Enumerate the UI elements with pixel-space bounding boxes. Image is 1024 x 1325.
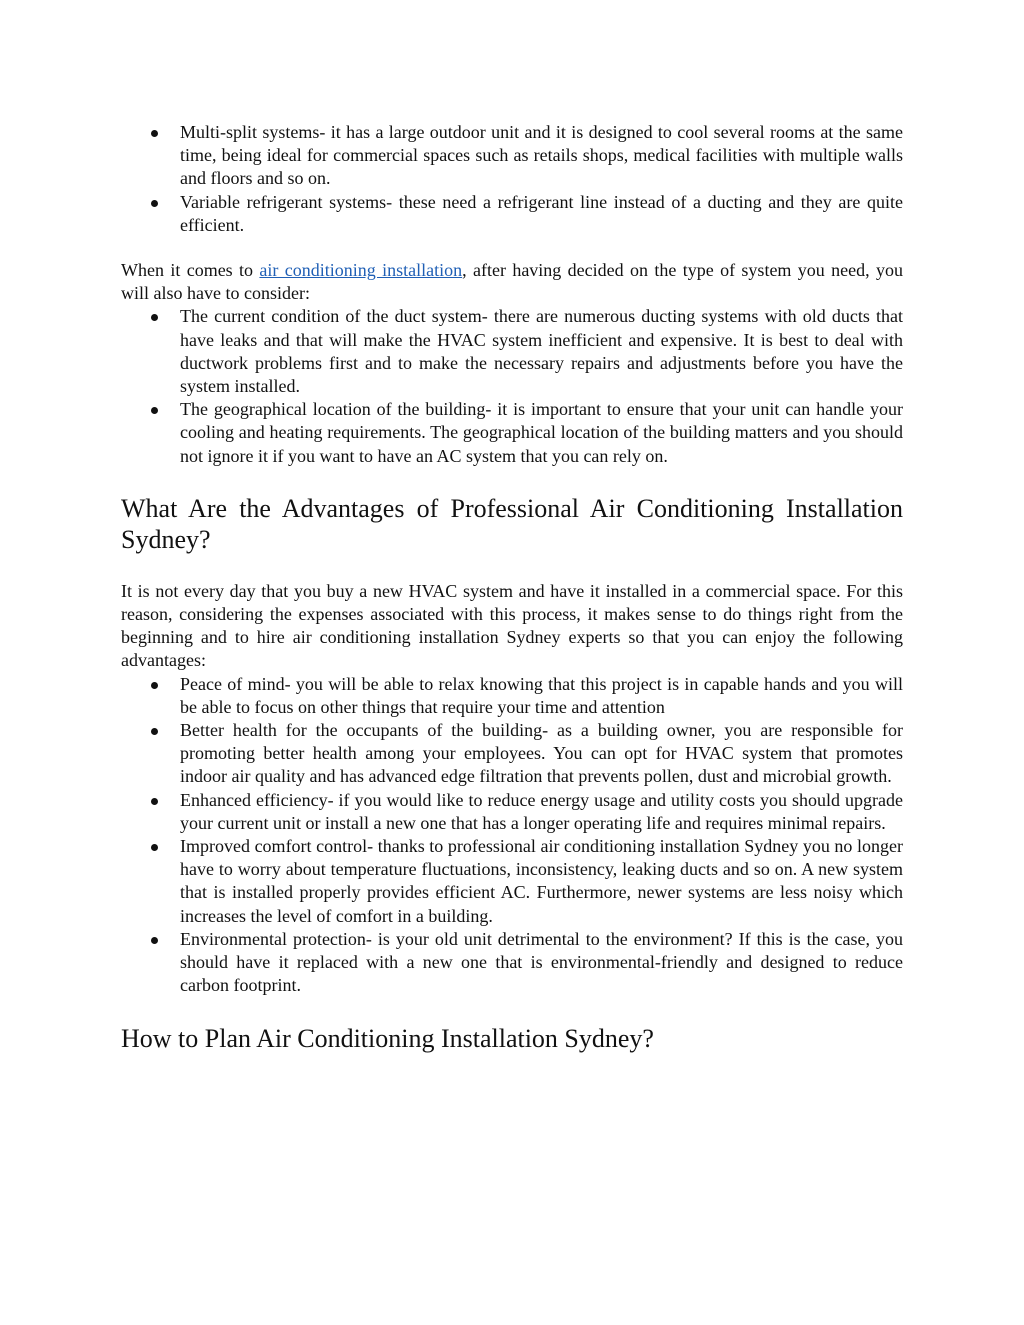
list-item-text: The current condition of the duct system- there are numerous ducting systems with old ducts that have leaks and that will make the HVAC system inefficient and expensive. It is best to deal with ductwork problems first and to make the necessary repairs and adjustments before you have the system installed. — [180, 306, 903, 397]
paragraph-text: , after having decided on the type of system you need, you will also have to consider: — [121, 260, 903, 304]
installation-intro-paragraph — [121, 259, 903, 305]
bullet-icon — [151, 937, 158, 944]
advantages-list — [121, 673, 903, 998]
list-item — [121, 191, 903, 237]
air-conditioning-installation-link[interactable]: air conditioning installation — [259, 260, 463, 281]
bullet-icon — [151, 130, 158, 137]
bullet-icon — [151, 728, 158, 735]
considerations-list — [121, 305, 903, 467]
list-item — [121, 928, 903, 998]
bullet-icon — [151, 798, 158, 805]
paragraph-text: When it comes to — [121, 260, 260, 281]
list-item — [121, 121, 903, 191]
list-item-text: The geographical location of the building- it is important to ensure that your unit can handle your cooling and heating requirements. The geographical location of the building matters and you should not ignore it if you want to have an AC system that you can rely on. — [180, 399, 903, 466]
list-item-text: Environmental protection- is your old unit detrimental to the environment? If this is the case, you should have it replaced with a new one that is environmental-friendly and designed to reduce carbon footprint. — [180, 928, 903, 996]
list-item-text: Improved comfort control- thanks to professional air conditioning installation Sydney you no longer have to worry about temperature fluctuations, inconsistency, leaking ducts and so on. A new system that is installed properly provides efficient AC. Furthermore, newer systems are less noisy which increases the level of comfort in a building. — [180, 836, 903, 926]
advantages-heading: What Are the Advantages of Professional Air Conditioning Installation Sydney? — [121, 493, 903, 554]
list-item — [121, 398, 903, 468]
bullet-icon — [151, 407, 158, 414]
system-types-list — [121, 121, 903, 237]
bullet-icon — [151, 200, 158, 207]
list-item — [121, 719, 903, 789]
plan-installation-heading: How to Plan Air Conditioning Installation Sydney? — [121, 1023, 654, 1053]
list-item-text: Peace of mind- you will be able to relax knowing that this project is in capable hands and you will be able to focus on other things that require your time and attention — [180, 673, 903, 717]
bullet-icon — [151, 844, 158, 851]
bullet-icon — [151, 314, 158, 321]
bullet-icon — [151, 682, 158, 689]
list-item — [121, 305, 903, 398]
document-page — [121, 121, 903, 1054]
list-item-text: Multi-split systems- it has a large outdoor unit and it is designed to cool several rooms at the same time, being ideal for commercial spaces such as retails shops, medical facilities with multiple walls and floors and so on. — [180, 122, 903, 189]
list-item — [121, 789, 903, 835]
list-item — [121, 673, 903, 719]
list-item — [121, 835, 903, 928]
list-item-text: Better health for the occupants of the building- as a building owner, you are responsible for promoting better health among your employees. You can opt for HVAC system that promotes indoor air quality and has advanced edge filtration that prevents pollen, dust and microbial growth. — [180, 720, 903, 787]
list-item-text: Variable refrigerant systems- these need a refrigerant line instead of a ducting and they are quite efficient. — [180, 191, 903, 235]
advantages-intro-paragraph: It is not every day that you buy a new HVAC system and have it installed in a commercial space. For this reason, considering the expenses associated with this process, it makes sense to do things right from the beginning and to hire air conditioning installation Sydney experts so that you can enjoy the following advantages: — [121, 580, 903, 671]
list-item-text: Enhanced efficiency- if you would like to reduce energy usage and utility costs you should upgrade your current unit or install a new one that has a longer operating life and requires minimal repairs. — [180, 789, 903, 833]
